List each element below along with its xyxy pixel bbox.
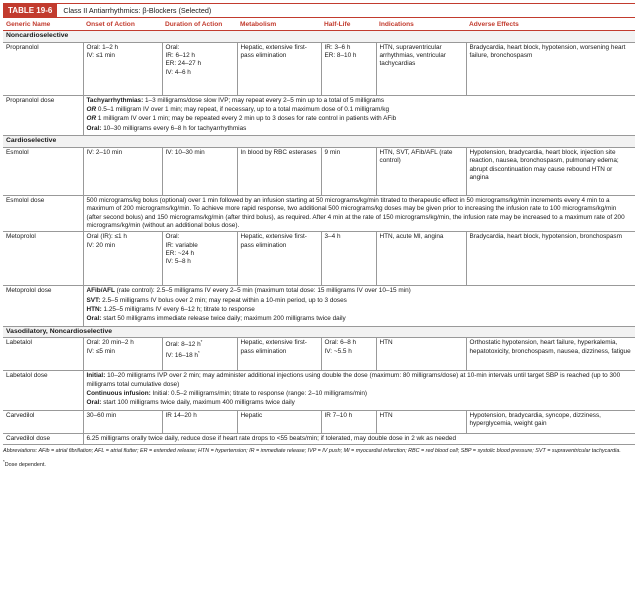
duration-line: IR: variable <box>165 241 198 249</box>
half-life-cell: 9 min <box>321 147 376 195</box>
table-row <box>3 371 635 410</box>
header-half-life: Half-Life <box>321 20 376 30</box>
dose-line <box>87 315 633 323</box>
drug-dose-name: Metoprolol dose <box>3 286 83 326</box>
duration-line: ER: 24–27 h <box>165 60 202 68</box>
footnote-marker: * <box>197 349 200 355</box>
table-row <box>3 433 635 444</box>
dose-label: HTN: <box>86 305 102 313</box>
footnote-marker: * <box>3 459 5 465</box>
table-row <box>3 286 635 326</box>
duration-cell: IR 14–20 h <box>162 410 237 433</box>
dose-line <box>87 97 633 105</box>
dose-line <box>87 297 633 305</box>
dose-line <box>87 399 633 407</box>
table-container <box>3 3 635 468</box>
table-title-bar <box>3 3 635 18</box>
drug-dose-name: Propranolol dose <box>3 95 83 135</box>
onset-cell: 30–60 min <box>83 410 162 433</box>
indications-cell: HTN, SVT, AFib/AFL (rate control) <box>376 147 466 195</box>
half-life-cell: IR 7–10 h <box>321 410 376 433</box>
dose-label: Oral: <box>86 399 102 407</box>
dose-detail: 10–20 milligrams IVP over 2 min; may administer additional injections using double the dose (maximum: 80 milligrams/dose) at 10-min intervals until target SBP is reached (up to 300 milligrams total cumulative dose) <box>86 372 621 388</box>
table-row <box>3 195 635 231</box>
footnote-text: Dose dependent. <box>4 462 46 469</box>
dose-line <box>87 287 633 295</box>
dose-detail: 2.5–5 milligrams IV bolus over 2 min; may repeat within a 10-min period, up to 3 doses <box>100 296 347 304</box>
dose-label: OR <box>86 106 97 114</box>
section-row <box>3 326 635 338</box>
dose-detail: (rate control): 2.5–5 milligrams IV every 2–5 min (maximum total dose: 15 milligrams IV over 10–15 min) <box>114 287 411 295</box>
adverse-effects-cell: Hypotension, bradycardia, heart block, injection site reaction, nausea, bronchospasm, pulmonary edema; abrupt discontinuation may cause rebound HTN or angina <box>466 147 635 195</box>
onset-cell <box>83 338 162 371</box>
dose-line <box>87 306 633 314</box>
onset-line: IV: ≤1 min <box>86 52 115 60</box>
dose-detail: Initial: 0.5–2 milligrams/min; titrate to response (range: 2–10 milligrams/min) <box>150 389 368 397</box>
indications-cell: HTN <box>376 410 466 433</box>
half-life-cell <box>321 338 376 371</box>
duration-cell: IV: 10–30 min <box>162 147 237 195</box>
drug-name: Labetalol <box>3 338 83 371</box>
onset-cell <box>83 232 162 286</box>
dose-text-cell <box>83 371 635 410</box>
section-row <box>3 30 635 42</box>
drug-dose-name: Esmolol dose <box>3 195 83 231</box>
table-row <box>3 95 635 135</box>
header-adverse-effects: Adverse Effects <box>466 20 635 30</box>
section-label: Vasodilatory, Noncardioselective <box>3 326 635 338</box>
dose-label: AFib/AFL <box>86 287 115 295</box>
onset-line: Oral: 1–2 h <box>86 43 119 51</box>
dose-text-cell <box>83 95 635 135</box>
onset-cell: IV: 2–10 min <box>83 147 162 195</box>
dose-label: Initial: <box>86 372 106 380</box>
duration-line <box>166 339 234 349</box>
header-indications: Indications <box>376 20 466 30</box>
header-metabolism: Metabolism <box>237 20 321 30</box>
duration-cell <box>162 232 237 286</box>
footnote <box>3 459 635 468</box>
dose-label: SVT: <box>86 296 101 304</box>
drug-name: Propranolol <box>3 42 83 95</box>
table-row <box>3 232 635 286</box>
dose-detail: 1 milligram IV over 1 min; may be repeated every 2 min up to 3 doses for rate control in patients with AFib <box>96 115 397 123</box>
duration-line: IV: 4–6 h <box>165 68 191 76</box>
dose-detail: 0.5–1 milligram IV over 1 min; may repeat, if necessary, up to a total maximum dose of 0.1 milligram/kg <box>96 106 389 114</box>
dose-line <box>87 125 633 133</box>
onset-line: Oral: 20 min–2 h <box>86 339 134 347</box>
duration-value: Oral: 8–12 h <box>165 341 201 349</box>
dose-label: Continuous infusion: <box>86 389 151 397</box>
duration-line: ER: ~24 h <box>165 249 195 257</box>
indications-cell: HTN, supraventricular arrhythmias, ventricular tachycardias <box>376 42 466 95</box>
dose-line <box>87 115 633 123</box>
dose-line <box>87 390 633 398</box>
duration-line: Oral: <box>165 233 180 241</box>
header-generic-name: Generic Name <box>3 20 83 30</box>
dose-text-cell: 500 micrograms/kg bolus (optional) over 1 min followed by an infusion starting at 50 micrograms/kg/min titrated to therapeutic effect in 50 micrograms/kg/min increments every 4 min to a maximum of 200 micrograms/kg/min. To achieve more rapid response, two additional 500 micrograms/kg doses may be given prior to increasing the infusion rate to 100 micrograms/kg/min (after second bolus) and 150 micrograms/kg/min (after third bolus), as required. After 4 min at the rate of 150 micrograms/kg/min, the infusion rate may be increased to a maximum rate of 200 micrograms/kg/min (without an additional bolus dose). <box>83 195 635 231</box>
half-life-line: IV: ~5.5 h <box>324 347 352 355</box>
duration-line: Oral: <box>165 43 180 51</box>
dose-detail: 10–30 milligrams every 6–8 h for tachyarrhythmias <box>101 124 247 132</box>
dose-detail: start 50 milligrams immediate release twice daily; maximum 200 milligrams twice daily <box>101 315 346 323</box>
onset-line: IV: 20 min <box>86 241 116 249</box>
drug-table <box>3 20 635 445</box>
metabolism-cell: Hepatic, extensive first-pass elimination <box>237 232 321 286</box>
section-row <box>3 136 635 148</box>
dose-line <box>87 106 633 114</box>
dose-detail: start 100 milligrams twice daily, maximum 400 milligrams twice daily <box>101 399 295 407</box>
dose-text-cell <box>83 286 635 326</box>
drug-name: Esmolol <box>3 147 83 195</box>
duration-cell <box>162 338 237 371</box>
adverse-effects-cell: Bradycardia, heart block, hypotension, worsening heart failure, bronchospasm <box>466 42 635 95</box>
header-onset: Onset of Action <box>83 20 162 30</box>
drug-dose-name: Carvedilol dose <box>3 433 83 444</box>
half-life-cell <box>321 42 376 95</box>
section-label: Noncardioselective <box>3 30 635 42</box>
dose-label: Tachyarrhythmias: <box>86 96 144 104</box>
dose-detail: 1–3 milligrams/dose slow IVP; may repeat every 2–5 min up to a total of 5 milligrams <box>143 96 385 104</box>
adverse-effects-cell: Orthostatic hypotension, heart failure, hyperkalemia, hepatotoxicity, bronchospasm, nausea, dizziness, fatigue <box>466 338 635 371</box>
onset-line: Oral (IR): ≤1 h <box>86 233 127 241</box>
table-row <box>3 147 635 195</box>
table-row <box>3 338 635 371</box>
header-duration: Duration of Action <box>162 20 237 30</box>
half-life-line: IR: 3–6 h <box>324 43 351 51</box>
table-title: Class II Antiarrhythmics: β-Blockers (Selected) <box>63 6 212 15</box>
table-row <box>3 410 635 433</box>
half-life-line: ER: 8–10 h <box>324 52 357 60</box>
indications-cell: HTN, acute MI, angina <box>376 232 466 286</box>
footnote-marker: * <box>200 339 203 345</box>
adverse-effects-cell: Bradycardia, heart block, hypotension, bronchospasm <box>466 232 635 286</box>
dose-label: OR <box>86 115 97 123</box>
indications-cell: HTN <box>376 338 466 371</box>
onset-line: IV: ≤5 min <box>86 347 115 355</box>
dose-detail: 1.25–5 milligrams IV every 6–12 h; titrate to response <box>101 305 255 313</box>
header-row <box>3 20 635 30</box>
section-label: Cardioselective <box>3 136 635 148</box>
half-life-line: Oral: 6–8 h <box>324 339 357 347</box>
metabolism-cell: Hepatic <box>237 410 321 433</box>
adverse-effects-cell: Hypotension, bradycardia, syncope, dizziness, hyperglycemia, weight gain <box>466 410 635 433</box>
onset-cell <box>83 42 162 95</box>
dose-label: Oral: <box>86 315 102 323</box>
table-row <box>3 42 635 95</box>
metabolism-cell: Hepatic, extensive first-pass elimination <box>237 42 321 95</box>
half-life-cell: 3–4 h <box>321 232 376 286</box>
drug-name: Metoprolol <box>3 232 83 286</box>
duration-cell <box>162 42 237 95</box>
dose-label: Oral: <box>86 124 102 132</box>
dose-line <box>87 372 633 389</box>
duration-line: IR: 6–12 h <box>165 52 195 60</box>
duration-line <box>166 350 234 360</box>
duration-value: IV: 16–18 h <box>165 351 198 359</box>
duration-line: IV: 5–8 h <box>165 258 191 266</box>
metabolism-cell: In blood by RBC esterases <box>237 147 321 195</box>
abbreviations-note: Abbreviations: AFib = atrial fibrillation; AFL = atrial flutter; ER = extended release; HTN = hypertension; IR = immediate release; IVP = IV push; MI = myocardial infarction; RBC = red blood cell; SBP = systolic blood pressure; SVT = supraventricular tachycardia. <box>3 447 621 454</box>
table-number: TABLE 19-6 <box>3 4 57 17</box>
drug-name: Carvedilol <box>3 410 83 433</box>
dose-text-cell: 6.25 milligrams orally twice daily, reduce dose if heart rate drops to <55 beats/min; if tolerated, may double dose in 2 wk as needed <box>83 433 635 444</box>
metabolism-cell: Hepatic, extensive first-pass elimination <box>237 338 321 371</box>
drug-dose-name: Labetalol dose <box>3 371 83 410</box>
